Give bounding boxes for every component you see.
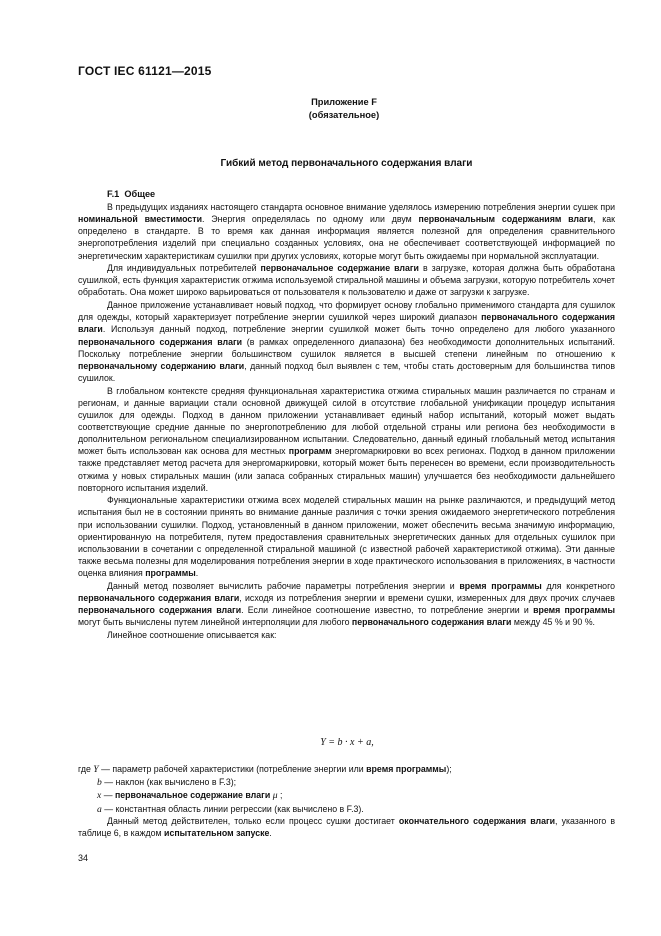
run-text: — наклон (как вычислено в F.3); — [101, 777, 237, 788]
run-text: где — [78, 764, 94, 774]
defined-term: первоначальное содержание влаги — [114, 790, 271, 801]
section-heading — [107, 189, 155, 199]
paragraph-text: В глобальном контексте средняя функциональная характеристика отжима стиральных машин различается по странам и регионам, и данные вариации стали основной движущей силой в отсутствие глобальной унификации процедур испытания сушилок для одежды. Подход в данном приложении устанавливает единый набор испытаний, который может выдать соответствующие средние данные по энергопотреблению для любой отдельной страны или региона без необходимости в дополнительном региональном специализированном испытании. Следовательно, данный единый глобальный метод испытания может быть использован как основа для местных — [78, 385, 615, 457]
math-symbol: b — [97, 777, 102, 789]
run-text: ; — [277, 790, 283, 801]
math-symbol: x — [97, 790, 102, 802]
paragraph-text: Для индивидуальных потребителей — [107, 263, 261, 274]
paragraph-text: . Если линейное соотношение известно, то потребление энергии и — [241, 605, 534, 616]
paragraph-2 — [78, 262, 615, 298]
definition-x — [78, 789, 615, 802]
run-text: — — [101, 790, 115, 801]
defined-term: первоначального содержания влаги — [78, 592, 240, 603]
defined-term: первоначальное содержание влаги — [260, 263, 419, 274]
paragraph-text: энергомаркировки во всех регионах. Подход в данном приложении также представляет метод расчета для энергомаркировки, который может быть перенесен во времени, если производительность отжима у новых стиральных машин (или запаса собранных стиральных машин) улучшается без необходимости дальнейшего повторного испытания изделий. — [78, 446, 615, 493]
defined-term: время программы — [533, 605, 615, 616]
defined-term: номинальной вместимости — [78, 214, 203, 225]
paragraph-text: . Используя данный подход, потребление энергии сушилкой может быть точно определено для любого указанного — [102, 324, 615, 335]
paragraph-text: (в рамках определенного диапазона) без необходимости дополнительных испытаний. Поскольку потребление энергии большинством сушилок является в высшей степени линейным по отношению к — [78, 336, 615, 359]
paragraph-text: в загрузке, которая должна быть обработана сушилкой, есть функция характеристик отжима используемой стиральной машины и объема загрузки, которую потребитель хочет обработать. Она может широко варьироваться от пользователя к пользователю и даже от загрузки к загрузке. — [78, 263, 615, 298]
paragraph-text: для конкретного — [541, 580, 615, 591]
paragraph-7 — [78, 629, 615, 641]
run-text: . — [269, 828, 272, 839]
main-title: Гибкий метод первоначального содержания влаги — [220, 158, 473, 169]
final-paragraph — [78, 815, 615, 839]
paragraph-text: . — [195, 568, 199, 579]
math-symbol: μ — [272, 790, 278, 802]
paragraph-text: . Энергия определялась по одному или двум — [202, 214, 419, 225]
paragraph-text: , исходя из потребления энергии и времени сушки, измеренных для двух прочих случаев — [239, 592, 615, 603]
run-text: , указанного в таблице 6, в каждом — [78, 816, 616, 839]
paragraph-1 — [78, 201, 615, 262]
appendix-status: (обязательное) — [308, 110, 380, 120]
paragraph-text: Данное приложение устанавливает новый подход, что формирует основу глобально применимого стандарта для сушилок для одежды, который характеризует потребление энергии сушилкой через широкий диапазон — [78, 300, 615, 323]
appendix-block — [0, 96, 661, 122]
page-number: 34 — [78, 853, 89, 863]
defined-term: первоначальным содержаниям влаги — [418, 214, 593, 225]
paragraph-5 — [78, 494, 615, 579]
paragraph-text: , как определено в стандарте. В то время как данная информация является полезной для определения сравнительного энергопотребления изделий при специально созданных условиях, она не обеспечивает соответствующей информацией по энергетическим характеристикам сушилки при других условиях, которые могут быть ожидаемы при нормальной эксплуатации. — [78, 214, 616, 261]
body-text — [78, 201, 615, 641]
paragraph-4 — [78, 385, 615, 494]
paragraph-6 — [78, 580, 615, 629]
defined-term: окончательного содержания влаги — [398, 816, 556, 826]
formula-text: Y = b · x + a, — [320, 737, 374, 748]
paragraph-text: В предыдущих изданиях настоящего стандарта основное внимание уделялось измерению потребления энергии сушек при — [107, 202, 615, 212]
defined-term: первоначального содержания влаги — [78, 336, 243, 347]
math-symbol: a — [97, 803, 102, 815]
paragraph-text: Данный метод позволяет вычислить рабочие параметры потребления энергии и — [107, 580, 460, 591]
defined-term: испытательном запуске — [164, 828, 270, 839]
defined-term: время программы — [459, 580, 542, 591]
paragraph-text: Линейное соотношение описывается как: — [107, 629, 277, 640]
section-title: Общее — [124, 189, 156, 199]
defined-term: первоначального содержания влаги — [78, 605, 242, 616]
defined-term: время программы — [366, 764, 447, 774]
variable-definitions — [78, 763, 615, 816]
definition-a — [78, 803, 615, 816]
run-text: Данный метод действителен, только если процесс сушки достигает — [107, 816, 399, 826]
paragraph-3 — [78, 299, 615, 384]
definition-b — [78, 776, 615, 789]
run-text: ); — [446, 764, 452, 774]
where-intro — [78, 763, 615, 776]
defined-term: первоначального содержания влаги — [351, 617, 512, 628]
defined-term: программ — [288, 446, 332, 457]
defined-term: первоначальному содержанию влаги — [78, 360, 245, 371]
formula — [0, 737, 661, 748]
run-text: — параметр рабочей характеристики (потребление энергии или — [98, 764, 367, 774]
defined-term: первоначального содержания влаги — [78, 312, 615, 335]
paragraph-text: , данный подход был выявлен с тем, чтобы стать достоверным для большинства типов сушилок. — [78, 360, 615, 383]
standard-designation: ГОСТ IEC 61121—2015 — [78, 64, 212, 78]
math-symbol: Y — [93, 764, 99, 775]
paragraph-text: между 45 % и 90 %. — [511, 617, 595, 628]
run-text: — константная область линии регрессии (как вычислено в F.3). — [101, 803, 364, 814]
appendix-title: Приложение F — [311, 97, 377, 107]
paragraph-text: Функциональные характеристики отжима всех моделей стиральных машин на рынке различаются, и предыдущий метод испытания был не в состоянии принять во внимание данные различия с точки зрения ожидаемого энергетического потребления при использовании сушилки. Подход, установленный в данном приложении, может обеспечить весьма значимую информацию, ориентированную на потребителя, путем предоставления сравнительных энергетических данных для отдельных сушилок при использовании в сочетании с определенной стиральной машиной (с известной рабочей характеристикой отжима). Эти данные также весьма полезны для моделирования потребления энергии в ходе практического использования в приложениях, в частности оценка влияния — [78, 495, 615, 579]
defined-term: программы — [145, 568, 196, 579]
section-number: F.1 — [107, 189, 120, 199]
paragraph-text: могут быть вычислены путем линейной интерполяции для любого — [78, 617, 352, 628]
